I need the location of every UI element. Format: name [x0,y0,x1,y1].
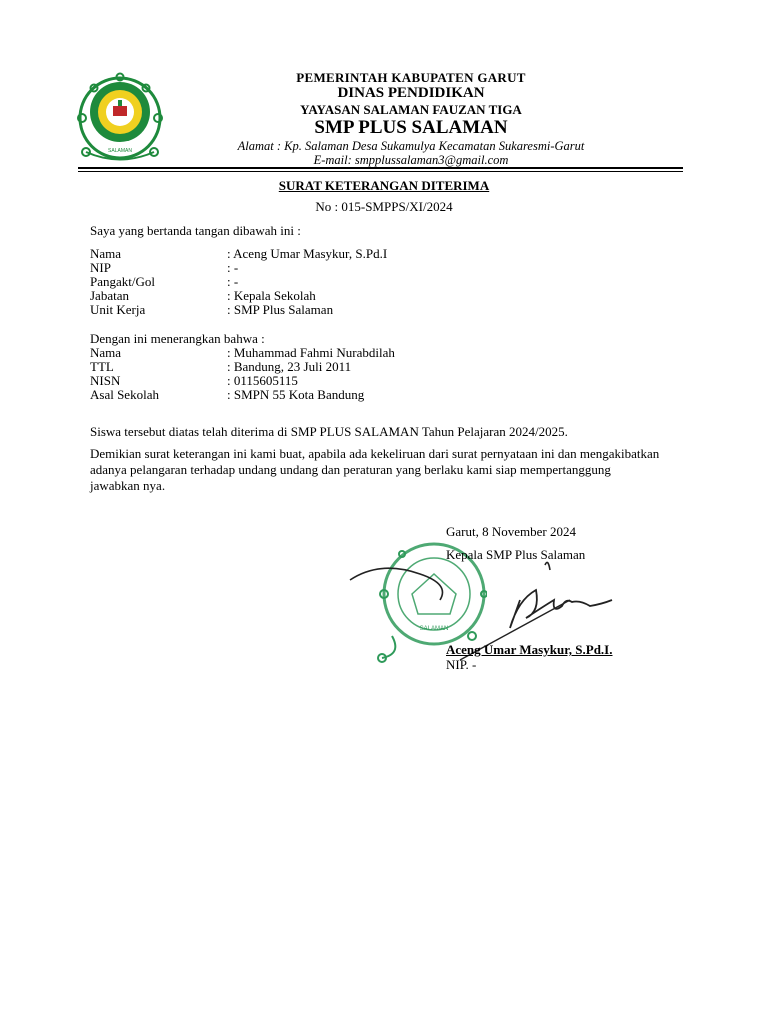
intro-text: Saya yang bertanda tangan dibawah ini : [90,223,301,238]
field-label: TTL [90,359,114,374]
letterhead-government: PEMERINTAH KABUPATEN GARUT [296,70,526,85]
field-label: NISN [90,373,121,388]
field-label: Pangakt/Gol [90,274,155,289]
letterhead-email: E-mail: smpplussalaman3@gmail.com [313,153,509,167]
field-value: : Kepala Sekolah [227,288,316,303]
stamp-bottom-text: SALAMAN [419,626,449,632]
document-number: No : 015-SMPPS/XI/2024 [315,199,453,214]
document-title: SURAT KETERANGAN DITERIMA [278,178,490,193]
letterhead-address: Alamat : Kp. Salaman Desa Sukamulya Kecamatan Sukaresmi-Garut [237,139,585,153]
field-label: Nama [90,246,122,261]
letterhead-divider-thin [78,171,683,172]
field-value: : - [227,274,239,289]
field-label: Asal Sekolah [90,387,159,402]
field-label: NIP [90,260,111,275]
signer-name: Aceng Umar Masykur, S.Pd.I. [446,642,613,657]
closing-statement: Demikian surat keterangan ini kami buat, apabila ada kekeliruan dari surat pernyataan ini dan mengakibatkan adanya pelangaran terhadap undang undang dan peraturan yang berlaku kami siap mempertanggung jawabkan nya. [90,446,660,493]
field-value: : Bandung, 23 Juli 2011 [227,359,352,374]
letterhead-department: DINAS PENDIDIKAN [337,85,485,101]
school-logo [74,72,166,164]
field-value: : SMPN 55 Kota Bandung [227,387,365,402]
field-value: : Muhammad Fahmi Nurabdilah [227,345,395,360]
statement-intro: Dengan ini menerangkan bahwa : [90,331,265,346]
letterhead-divider [78,167,683,169]
letterhead-foundation: YAYASAN SALAMAN FAUZAN TIGA [300,102,522,117]
place-date: Garut, 8 November 2024 [446,524,576,539]
letterhead-school-name: SMP PLUS SALAMAN [314,117,508,138]
field-value: : Aceng Umar Masykur, S.Pd.I [227,246,388,261]
logo-bottom-text: SALAMAN [108,148,132,154]
field-value: : SMP Plus Salaman [227,302,334,317]
signer-nip: NIP. - [446,657,477,672]
letterhead [176,70,646,167]
field-label: Jabatan [90,288,129,303]
field-label: Nama [90,345,122,360]
field-label: Unit Kerja [90,302,146,317]
accepted-statement: Siswa tersebut diatas telah diterima di SMP PLUS SALAMAN Tahun Pelajaran 2024/2025. [90,424,568,439]
signer-position: Kepala SMP Plus Salaman [446,547,586,562]
field-value: : - [227,260,239,275]
field-value: : 0115605115 [227,373,298,388]
